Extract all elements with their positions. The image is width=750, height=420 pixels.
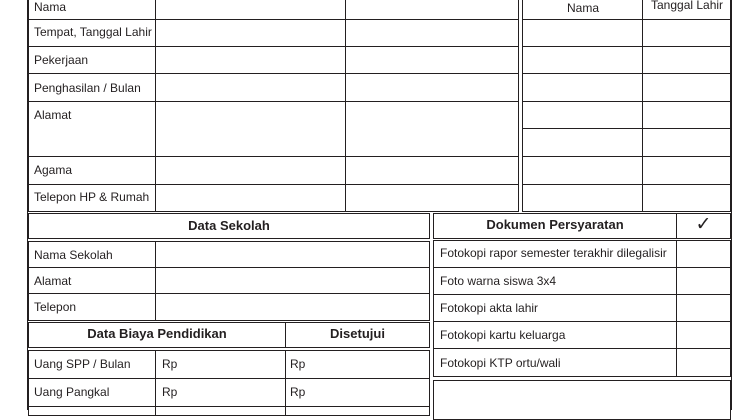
- school-title: Data Sekolah: [188, 218, 270, 233]
- personal-value-cell[interactable]: [155, 156, 346, 185]
- personal-value-cell[interactable]: [155, 19, 346, 47]
- family-row-birth-cell[interactable]: [642, 19, 731, 47]
- family-row-birth-cell[interactable]: [642, 156, 731, 185]
- document-check-cell[interactable]: [676, 321, 731, 349]
- family-row-name-cell[interactable]: [522, 73, 643, 102]
- personal-value-cell-2[interactable]: [345, 184, 519, 212]
- school-label: Alamat: [34, 274, 72, 288]
- document-check-cell[interactable]: [676, 294, 731, 322]
- family-row-name-cell[interactable]: [522, 19, 643, 47]
- fee-label: Uang Pangkal: [34, 385, 110, 399]
- documents-title: Dokumen Persyaratan: [486, 217, 624, 232]
- document-check-cell[interactable]: [676, 240, 731, 268]
- fee-amount-cell[interactable]: [155, 406, 286, 416]
- family-row-name-cell[interactable]: [522, 128, 643, 157]
- personal-value-cell[interactable]: [155, 46, 346, 74]
- school-value-cell[interactable]: [155, 241, 430, 268]
- personal-label: Telepon HP & Rumah: [34, 190, 150, 204]
- personal-value-cell[interactable]: [155, 184, 346, 212]
- document-item-label: Fotokopi kartu keluarga: [440, 328, 566, 342]
- document-item-label: Fotokopi akta lahir: [440, 301, 539, 315]
- personal-label: Alamat: [34, 108, 72, 122]
- school-value-cell[interactable]: [155, 267, 430, 294]
- fee-approved-currency: Rp: [290, 357, 306, 371]
- family-col-name: Nama: [567, 1, 600, 15]
- fee-label-cell: [28, 406, 156, 416]
- personal-value-cell-2[interactable]: [345, 156, 519, 185]
- family-row-birth-cell[interactable]: [642, 128, 731, 157]
- fee-approved-cell[interactable]: [285, 378, 430, 407]
- personal-value-cell-2[interactable]: [345, 101, 519, 157]
- personal-label: Nama: [34, 0, 67, 14]
- family-col-birth: Tanggal Lahir: [651, 0, 724, 12]
- personal-value-cell[interactable]: [155, 0, 346, 20]
- personal-value-cell-2[interactable]: [345, 73, 519, 102]
- family-row-name-cell[interactable]: [522, 101, 643, 129]
- personal-label: Tempat, Tanggal Lahir: [34, 25, 152, 39]
- fee-approved-cell[interactable]: [285, 406, 430, 416]
- family-row-birth-cell[interactable]: [642, 73, 731, 102]
- approved-title: Disetujui: [330, 326, 385, 341]
- personal-value-cell-2[interactable]: [345, 19, 519, 47]
- personal-value-cell-2[interactable]: [345, 46, 519, 74]
- notes-box[interactable]: [433, 380, 731, 420]
- personal-label: Penghasilan / Bulan: [34, 81, 141, 95]
- personal-value-cell-2[interactable]: [345, 0, 519, 20]
- family-row-name-cell[interactable]: [522, 184, 643, 212]
- document-item-label: Fotokopi rapor semester terakhir dilegalisir: [440, 246, 667, 260]
- document-item-label: Fotokopi KTP ortu/wali: [440, 356, 561, 370]
- personal-value-cell[interactable]: [155, 101, 346, 157]
- document-item-label: Foto warna siswa 3x4: [440, 274, 557, 288]
- document-check-cell[interactable]: [676, 267, 731, 295]
- document-check-cell[interactable]: [676, 348, 731, 377]
- family-row-birth-cell[interactable]: [642, 46, 731, 74]
- school-label: Telepon: [34, 300, 77, 314]
- family-row-birth-cell[interactable]: [642, 101, 731, 129]
- school-label: Nama Sekolah: [34, 248, 113, 262]
- personal-label: Pekerjaan: [34, 53, 89, 67]
- fee-currency: Rp: [162, 385, 178, 399]
- check-mark-icon: ✓: [695, 214, 712, 235]
- fees-title: Data Biaya Pendidikan: [87, 326, 227, 341]
- form-right-border: [731, 0, 732, 410]
- personal-value-cell[interactable]: [155, 73, 346, 102]
- fee-approved-currency: Rp: [290, 385, 306, 399]
- personal-label: Agama: [34, 163, 73, 177]
- fee-currency: Rp: [162, 357, 178, 371]
- family-row-name-cell[interactable]: [522, 156, 643, 185]
- family-row-name-cell[interactable]: [522, 46, 643, 74]
- fee-label: Uang SPP / Bulan: [34, 357, 131, 371]
- school-value-cell[interactable]: [155, 293, 430, 321]
- family-row-birth-cell[interactable]: [642, 184, 731, 212]
- fee-approved-cell[interactable]: [285, 350, 430, 379]
